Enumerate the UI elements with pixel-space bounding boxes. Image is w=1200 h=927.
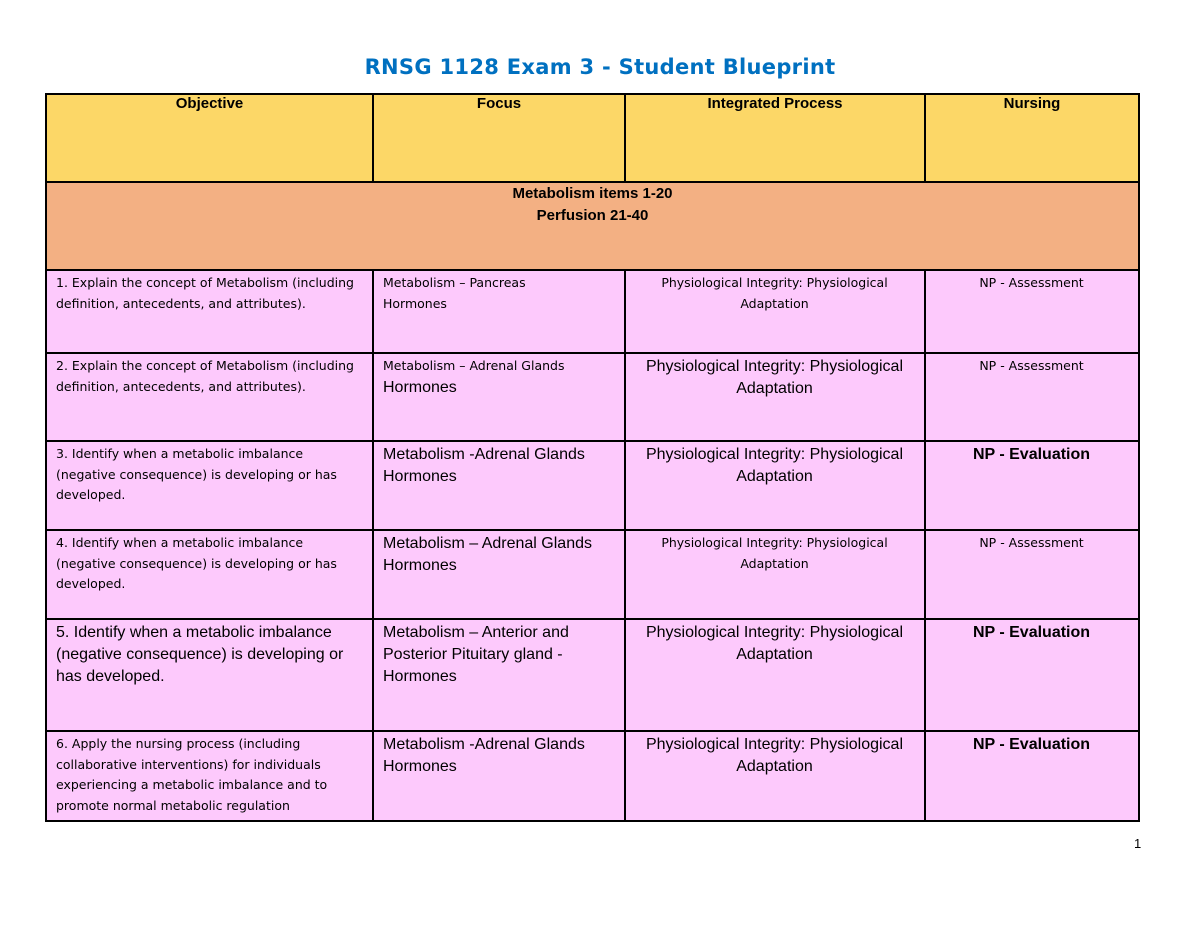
nursing-text: NP - Assessment	[979, 358, 1084, 373]
process-text: Physiological Integrity: Physiological Adaptation	[645, 446, 903, 485]
process-text: Physiological Integrity: Physiological Adaptation	[645, 624, 903, 663]
nursing-cell	[925, 530, 1139, 619]
focus-cell	[373, 530, 625, 619]
table-row	[46, 270, 1139, 353]
nursing-cell	[925, 731, 1139, 821]
objective-number: 3	[56, 446, 64, 461]
focus-text-hormones: Hormones	[383, 378, 457, 396]
objective-number: 1	[56, 275, 64, 290]
nursing-text: NP - Assessment	[979, 535, 1084, 550]
focus-text: Metabolism – Adrenal Glands	[383, 358, 565, 373]
objective-text: . Identify when a metabolic imbalance (negative consequence) is developing or has developed.	[56, 446, 337, 502]
section-row	[46, 182, 1139, 270]
process-cell	[625, 530, 925, 619]
objective-cell	[46, 530, 373, 619]
table-row	[46, 731, 1139, 821]
nursing-cell	[925, 441, 1139, 530]
section-metabolism: Metabolism items 1-20	[512, 185, 673, 202]
process-text: Physiological Integrity: Physiological Adaptation	[645, 736, 903, 775]
focus-text: Metabolism – Adrenal Glands Hormones	[383, 535, 592, 574]
objective-text: . Explain the concept of Metabolism (including definition, antecedents, and attributes).	[56, 275, 354, 311]
objective-text: . Identify when a metabolic imbalance (negative consequence) is developing or has developed.	[56, 535, 337, 591]
nursing-text: NP - Evaluation	[972, 624, 1091, 641]
focus-cell	[373, 619, 625, 731]
focus-text: Metabolism – Pancreas	[383, 275, 526, 290]
nursing-text: NP - Evaluation	[972, 446, 1091, 463]
objective-cell	[46, 441, 373, 530]
nursing-text: NP - Assessment	[979, 275, 1084, 290]
blueprint-table	[45, 93, 1140, 822]
focus-text: Metabolism – Anterior and Posterior Pituitary gland -Hormones	[383, 624, 569, 685]
nursing-text: NP - Evaluation	[972, 736, 1091, 753]
page-number: 1	[1134, 836, 1142, 851]
process-cell	[625, 270, 925, 353]
objective-cell	[46, 270, 373, 353]
objective-number: 5	[56, 624, 65, 641]
process-cell	[625, 619, 925, 731]
objective-number: 4	[56, 535, 64, 550]
header-row	[46, 94, 1139, 182]
process-cell	[625, 353, 925, 441]
focus-cell	[373, 270, 625, 353]
table-row	[46, 619, 1139, 731]
table-row	[46, 441, 1139, 530]
objective-number: 2	[56, 358, 64, 373]
objective-cell	[46, 353, 373, 441]
header-integrated-process: Integrated Process	[625, 94, 925, 182]
objective-text: . Explain the concept of Metabolism (including definition, antecedents, and attributes).	[56, 358, 354, 394]
focus-cell	[373, 353, 625, 441]
table-row	[46, 353, 1139, 441]
objective-number: 6	[56, 736, 64, 751]
process-text: Physiological Integrity: Physiological Adaptation	[661, 275, 888, 311]
objective-text: . Identify when a metabolic imbalance (negative consequence) is developing or has developed.	[56, 624, 344, 685]
focus-cell	[373, 441, 625, 530]
nursing-cell	[925, 353, 1139, 441]
focus-text: Metabolism -Adrenal Glands Hormones	[383, 736, 585, 775]
process-text: Physiological Integrity: Physiological Adaptation	[661, 535, 888, 571]
header-objective: Objective	[46, 94, 373, 182]
process-cell	[625, 731, 925, 821]
document-title: RNSG 1128 Exam 3 - Student Blueprint	[364, 55, 836, 79]
section-perfusion: Perfusion 21-40	[536, 207, 649, 224]
header-focus: Focus	[373, 94, 625, 182]
objective-cell	[46, 619, 373, 731]
objective-cell	[46, 731, 373, 821]
focus-text: Metabolism -Adrenal Glands Hormones	[383, 446, 585, 485]
section-cell	[46, 182, 1139, 270]
focus-text-hormones: Hormones	[383, 295, 447, 311]
process-text: Physiological Integrity: Physiological Adaptation	[645, 358, 903, 397]
nursing-cell	[925, 270, 1139, 353]
header-nursing: Nursing	[925, 94, 1139, 182]
objective-text: . Apply the nursing process (including collaborative interventions) for individuals experiencing a metabolic imbalance and to promote normal metabolic regulation	[56, 736, 328, 813]
table-row	[46, 530, 1139, 619]
process-cell	[625, 441, 925, 530]
focus-cell	[373, 731, 625, 821]
nursing-cell	[925, 619, 1139, 731]
